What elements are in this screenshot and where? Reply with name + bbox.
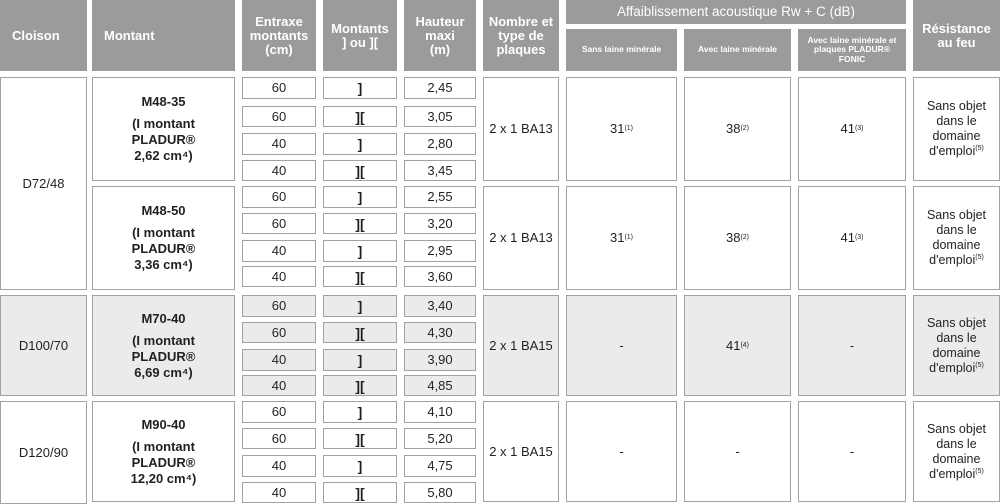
header-feu-text: Résistance au feu — [922, 20, 991, 50]
sans-laine-number: 31 — [609, 230, 625, 245]
entraxe-cell: 40 — [242, 375, 316, 396]
cloison-cell: D72/48 — [0, 77, 87, 290]
entraxe-cell: 60 — [242, 295, 316, 317]
subheader-avec-laine-fonic — [798, 29, 906, 71]
montant-inertia-label: (I montant — [132, 116, 195, 131]
avec-laine-fonic-number: - — [849, 337, 855, 353]
montant-type-cell: ] — [323, 77, 397, 99]
montant-type-cell: ][ — [323, 213, 397, 234]
avec-laine-value — [684, 401, 791, 502]
hauteur-cell: 4,10 — [404, 401, 476, 423]
feu-text — [914, 99, 999, 159]
montant-brand: PLADUR® — [131, 241, 196, 256]
subheader-avec-laine: Avec laine minérale — [684, 29, 791, 71]
feu-label: Sans objet dans le domaine d'emploi — [926, 421, 987, 481]
cloison-cell: D120/90 — [0, 401, 87, 504]
sans-laine-number: - — [619, 337, 624, 353]
plaques-cell: 2 x 1 BA15 — [483, 401, 559, 502]
montant-brand: PLADUR® — [131, 132, 196, 147]
hauteur-cell: 3,05 — [404, 106, 476, 127]
subheader-sans-laine: Sans laine minérale — [566, 29, 677, 71]
montant-type-cell: ] — [323, 133, 397, 155]
montant-type-cell: ][ — [323, 375, 397, 396]
header-entraxe — [242, 0, 316, 71]
entraxe-cell: 60 — [242, 428, 316, 449]
hauteur-cell: 3,20 — [404, 213, 476, 234]
feu-cell — [913, 295, 1000, 396]
hauteur-cell: 4,75 — [404, 455, 476, 477]
montant-name: M70-40 — [141, 310, 186, 326]
montant-cell — [92, 186, 235, 290]
plaques-cell: 2 x 1 BA15 — [483, 295, 559, 396]
hauteur-cell: 4,85 — [404, 375, 476, 396]
header-hauteur — [404, 0, 476, 71]
feu-text — [914, 422, 999, 482]
entraxe-cell: 60 — [242, 213, 316, 234]
montant-type-cell: ] — [323, 349, 397, 371]
avec-laine-value: 38 (2) — [684, 186, 791, 290]
montant-type-cell: ] — [323, 186, 397, 208]
sans-laine-value — [566, 295, 677, 396]
entraxe-cell: 40 — [242, 266, 316, 287]
montant-type-cell: ][ — [323, 160, 397, 181]
header-montant: Montant — [92, 0, 235, 71]
montant-inertia-label: (I montant — [132, 225, 195, 240]
avec-laine-number: 41 — [725, 337, 741, 353]
montant-type-cell: ] — [323, 240, 397, 262]
feu-label: Sans objet dans le domaine d'emploi — [926, 99, 987, 158]
avec-laine-fonic-value — [798, 401, 906, 502]
montant-type-cell: ] — [323, 295, 397, 317]
entraxe-cell: 60 — [242, 322, 316, 343]
sans-laine-number: 31 — [609, 121, 625, 136]
feu-note: (5) — [975, 253, 984, 261]
entraxe-cell: 40 — [242, 133, 316, 155]
header-plaques-text: Nombre et type de plaques — [488, 13, 554, 57]
avec-laine-number: 38 — [725, 121, 741, 136]
header-montants-type-text: Montants ] ou ][ — [331, 20, 389, 50]
feu-label: Sans objet dans le domaine d'emploi — [926, 208, 987, 267]
sans-laine-number: - — [619, 443, 624, 459]
hauteur-cell: 5,20 — [404, 428, 476, 449]
avec-laine-fonic-number: 41 — [840, 230, 855, 245]
cloison-cell: D100/70 — [0, 295, 87, 396]
sans-laine-value — [566, 401, 677, 502]
header-plaques — [483, 0, 559, 71]
feu-label: Sans objet dans le domaine d'emploi — [926, 315, 987, 375]
feu-note: (5) — [975, 467, 984, 475]
avec-laine-fonic-number: - — [849, 443, 855, 459]
feu-cell — [913, 186, 1000, 290]
montant-brand: PLADUR® — [131, 454, 196, 470]
hauteur-cell: 2,45 — [404, 77, 476, 99]
avec-laine-value: 41 (4) — [684, 295, 791, 396]
montant-cell — [92, 401, 235, 502]
avec-laine-number: - — [735, 443, 740, 459]
montant-type-cell: ][ — [323, 266, 397, 287]
montant-cell — [92, 295, 235, 396]
plaques-cell: 2 x 1 BA13 — [483, 77, 559, 181]
header-feu — [913, 0, 1000, 71]
feu-cell — [913, 401, 1000, 502]
header-montants-type — [323, 0, 397, 71]
montant-type-cell: ][ — [323, 482, 397, 503]
montant-inertia-label: (I montant — [132, 332, 195, 348]
avec-laine-number: 38 — [725, 230, 741, 245]
entraxe-cell: 40 — [242, 160, 316, 181]
montant-name: M48-35 — [141, 94, 186, 109]
montant-type-cell: ] — [323, 455, 397, 477]
hauteur-cell: 3,40 — [404, 295, 476, 317]
avec-laine-value: 38 (2) — [684, 77, 791, 181]
entraxe-cell: 40 — [242, 349, 316, 371]
entraxe-cell: 60 — [242, 401, 316, 423]
entraxe-cell: 60 — [242, 77, 316, 99]
avec-laine-fonic-value — [798, 295, 906, 396]
sans-laine-value: 31 (1) — [566, 77, 677, 181]
feu-cell — [913, 77, 1000, 181]
entraxe-cell: 60 — [242, 186, 316, 208]
hauteur-cell: 3,60 — [404, 266, 476, 287]
sans-laine-value: 31 (1) — [566, 186, 677, 290]
montant-type-cell: ][ — [323, 322, 397, 343]
plaques-cell: 2 x 1 BA13 — [483, 186, 559, 290]
montant-type-cell: ][ — [323, 106, 397, 127]
feu-note: (5) — [975, 361, 984, 369]
hauteur-cell: 3,90 — [404, 349, 476, 371]
montant-type-cell: ][ — [323, 428, 397, 449]
montant-inertia-value: 12,20 cm⁴) — [130, 470, 197, 486]
header-acoustique: Affaiblissement acoustique Rw + C (dB) — [566, 0, 906, 24]
entraxe-cell: 40 — [242, 240, 316, 262]
hauteur-cell: 5,80 — [404, 482, 476, 503]
avec-laine-fonic-value: 41 (3) — [798, 186, 906, 290]
hauteur-cell: 2,80 — [404, 133, 476, 155]
header-hauteur-text: Hauteur maxi (m) — [415, 13, 465, 57]
avec-laine-fonic-value: 41 (3) — [798, 77, 906, 181]
montant-inertia-value: 3,36 cm⁴) — [134, 257, 193, 272]
montant-name: M90-40 — [141, 416, 186, 432]
montant-brand: PLADUR® — [131, 348, 196, 364]
montant-cell — [92, 77, 235, 181]
hauteur-cell: 2,55 — [404, 186, 476, 208]
feu-text — [914, 316, 999, 376]
montant-type-cell: ] — [323, 401, 397, 423]
entraxe-cell: 60 — [242, 106, 316, 127]
hauteur-cell: 2,95 — [404, 240, 476, 262]
hauteur-cell: 4,30 — [404, 322, 476, 343]
montant-inertia-label: (I montant — [132, 438, 195, 454]
feu-note: (5) — [975, 144, 984, 152]
entraxe-cell: 40 — [242, 455, 316, 477]
entraxe-cell: 40 — [242, 482, 316, 503]
header-cloison: Cloison — [0, 0, 87, 71]
montant-inertia-value: 2,62 cm⁴) — [134, 148, 193, 163]
feu-text — [914, 208, 999, 268]
avec-laine-fonic-number: 41 — [840, 121, 855, 136]
subheader-avec-laine-fonic-text: Avec laine minérale et plaques PLADUR® FONIC — [807, 34, 897, 64]
header-entraxe-text: Entraxe montants (cm) — [249, 13, 309, 57]
montant-name: M48-50 — [141, 203, 186, 218]
montant-inertia-value: 6,69 cm⁴) — [134, 364, 193, 380]
hauteur-cell: 3,45 — [404, 160, 476, 181]
